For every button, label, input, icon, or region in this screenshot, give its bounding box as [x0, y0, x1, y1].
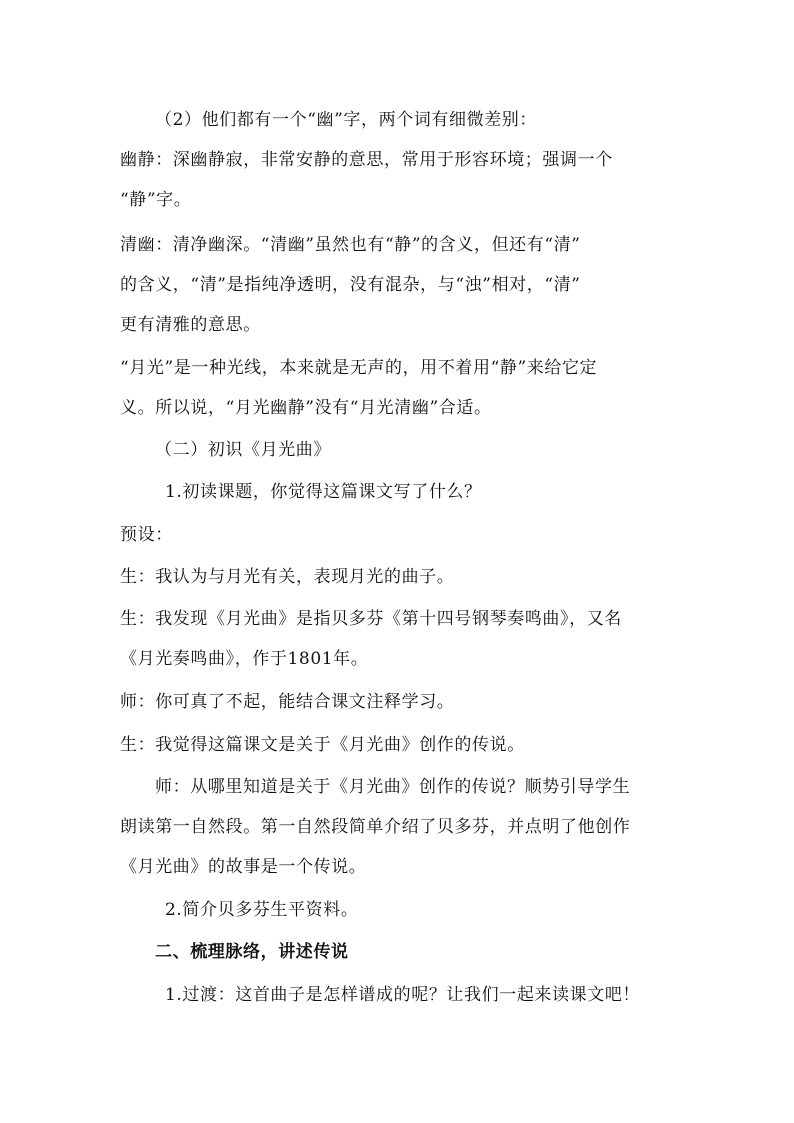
paragraph-line: 义。所以说，“月光幽静”没有“月光清幽”合适。: [120, 398, 492, 418]
paragraph-line: 《月光奏鸣曲》，作于1801年。: [120, 649, 369, 669]
paragraph-line: 更有清雅的意思。: [120, 315, 261, 335]
section-subheading: （二）初识《月光曲》: [155, 440, 331, 460]
paragraph-line: 清幽：清净幽深。“清幽”虽然也有“静”的含义，但还有“清”: [120, 235, 581, 255]
paragraph-line: （2）他们都有一个“幽”字，两个词有细微差别：: [155, 110, 537, 130]
paragraph-line: 生：我发现《月光曲》是指贝多芬《第十四号钢琴奏鸣曲》，又名: [120, 609, 622, 629]
paragraph-line: 《月光曲》的故事是一个传说。: [120, 857, 367, 877]
section-heading: 二、梳理脉络，讲述传说: [155, 942, 349, 962]
paragraph-line: 1.初读课题，你觉得这篇课文写了什么？: [165, 482, 482, 502]
paragraph-line: 1.过渡：这首曲子是怎样谱成的呢？让我们一起来读课文吧！: [165, 985, 641, 1005]
paragraph-line: 幽静：深幽静寂，非常安静的意思，常用于形容环境；强调一个: [120, 150, 613, 170]
paragraph-line: 师：你可真了不起，能结合课文注释学习。: [120, 692, 455, 712]
paragraph-line: 师：从哪里知道是关于《月光曲》创作的传说？顺势引导学生: [155, 777, 631, 797]
paragraph-line: 生：我觉得这篇课文是关于《月光曲》创作的传说。: [120, 735, 525, 755]
paragraph-line: “静”字。: [120, 190, 192, 210]
paragraph-line: “月光”是一种光线，本来就是无声的，用不着用“静”来给它定: [120, 358, 598, 378]
paragraph-line: 朗读第一自然段。第一自然段简单介绍了贝多芬，并点明了他创作: [120, 817, 631, 837]
paragraph-line: 生：我认为与月光有关，表现月光的曲子。: [120, 567, 455, 587]
paragraph-line: 2.简介贝多芬生平资料。: [165, 900, 359, 920]
paragraph-line: 的含义，“清”是指纯净透明，没有混杂，与“浊”相对，“清”: [120, 275, 581, 295]
paragraph-line: 预设：: [120, 525, 173, 545]
